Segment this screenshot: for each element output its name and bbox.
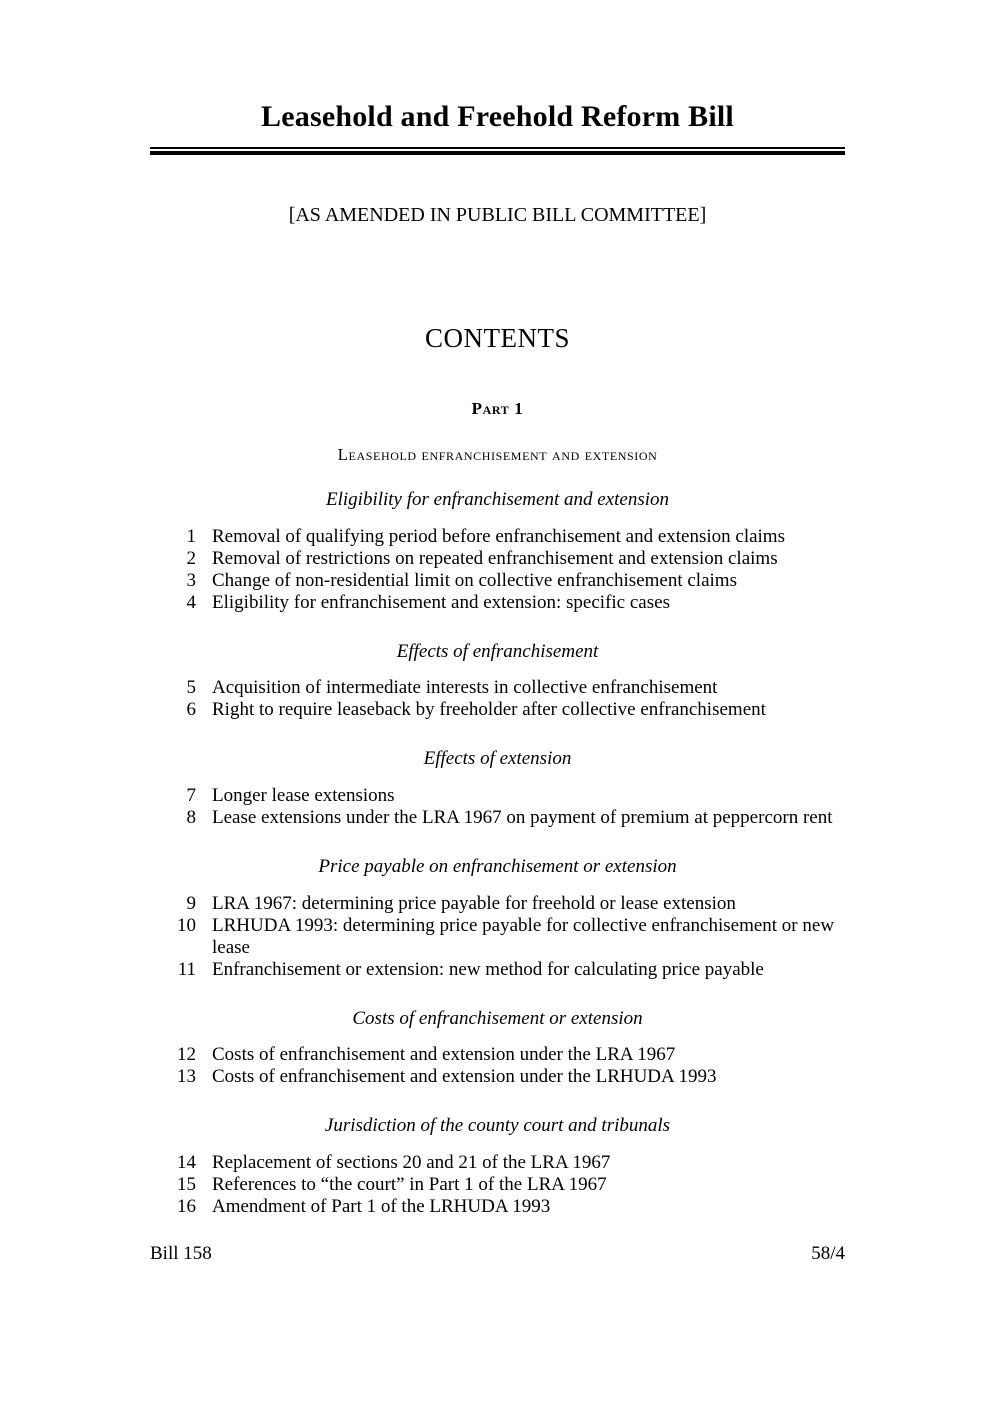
- toc-entry-text: Enfranchisement or extension: new method for calculating price payable: [212, 958, 764, 980]
- part-title: Leasehold enfranchisement and extension: [337, 445, 658, 465]
- toc-entry-text: Removal of qualifying period before enfranchisement and extension claims: [212, 525, 785, 547]
- toc-entry-text: Acquisition of intermediate interests in collective enfranchisement: [212, 677, 718, 699]
- toc-entry-text: LRA 1967: determining price payable for freehold or lease extension: [212, 892, 736, 914]
- toc-entry-number: 8: [186, 807, 196, 829]
- toc-entry-number: 12: [177, 1044, 196, 1066]
- toc-entry-text: Right to require leaseback by freeholder after collective enfranchisement: [212, 699, 766, 721]
- toc-group-heading: Effects of extension: [423, 748, 572, 770]
- toc-group-heading: Costs of enfranchisement or extension: [352, 1007, 643, 1029]
- page-title: Leasehold and Freehold Reform Bill: [261, 100, 734, 133]
- toc-group-heading: Jurisdiction of the county court and tribunals: [324, 1115, 671, 1137]
- toc-entry[interactable]: [150, 592, 845, 614]
- toc-entry[interactable]: [150, 959, 845, 981]
- toc-entry-number: 1: [186, 525, 196, 547]
- toc-entry-text: Removal of restrictions on repeated enfranchisement and extension claims: [212, 547, 778, 569]
- toc-entry-number: 7: [186, 785, 196, 807]
- toc-entry-number: 15: [177, 1174, 196, 1196]
- toc-entry[interactable]: [150, 1174, 845, 1196]
- part-number: Part 1: [471, 399, 524, 418]
- contents-heading: CONTENTS: [425, 323, 570, 353]
- part-heading-block: [150, 398, 845, 466]
- toc-entry[interactable]: [150, 1196, 845, 1218]
- toc-entry[interactable]: [150, 699, 845, 721]
- toc-entry-number: 3: [186, 569, 196, 591]
- amendment-note: [AS AMENDED IN PUBLIC BILL COMMITTEE]: [288, 204, 707, 226]
- toc-group-heading: Effects of enfranchisement: [396, 640, 599, 662]
- toc-entry-text: Change of non-residential limit on collective enfranchisement claims: [212, 569, 737, 591]
- toc-entry-number: 5: [186, 677, 196, 699]
- toc-entry[interactable]: [150, 677, 845, 699]
- toc-entry-text: Costs of enfranchisement and extension under the LRA 1967: [212, 1044, 676, 1066]
- toc-entry-text: Costs of enfranchisement and extension under the LRHUDA 1993: [212, 1066, 717, 1088]
- toc-group: [150, 747, 845, 829]
- bill-number: Bill 158: [150, 1243, 212, 1264]
- toc-entry[interactable]: [150, 807, 845, 829]
- toc-group: [150, 1114, 845, 1218]
- toc-entry[interactable]: [150, 526, 845, 548]
- toc-entry-number: 4: [186, 591, 196, 613]
- toc-entry-text: LRHUDA 1993: determining price payable for collective enfranchisement or new lease: [212, 914, 835, 958]
- title-block: [150, 100, 845, 155]
- toc-entry-text: Lease extensions under the LRA 1967 on payment of premium at peppercorn rent: [212, 807, 833, 829]
- toc-group-heading: Eligibility for enfranchisement and extension: [326, 489, 669, 510]
- toc-entry-number: 16: [177, 1196, 196, 1218]
- toc-entry[interactable]: [150, 785, 845, 807]
- page-footer: [150, 1243, 845, 1266]
- toc-entry[interactable]: [150, 548, 845, 570]
- toc-group: [150, 488, 845, 614]
- toc-group-heading: Price payable on enfranchisement or extension: [318, 856, 677, 878]
- title-rule-thick: [150, 151, 845, 155]
- toc-entry[interactable]: [150, 893, 845, 915]
- toc-entry[interactable]: [150, 915, 845, 959]
- table-of-contents: [150, 488, 845, 1218]
- toc-entry-text: Eligibility for enfranchisement and extension: specific cases: [212, 591, 670, 613]
- toc-entry[interactable]: [150, 1044, 845, 1066]
- toc-group: [150, 640, 845, 722]
- toc-entry-number: 2: [186, 547, 196, 569]
- toc-entry-number: 11: [177, 958, 196, 980]
- toc-group: [150, 855, 845, 981]
- toc-entry[interactable]: [150, 1066, 845, 1088]
- toc-entry-number: 13: [177, 1066, 196, 1088]
- toc-entry-text: Amendment of Part 1 of the LRHUDA 1993: [212, 1196, 551, 1218]
- page-reference: 58/4: [811, 1243, 845, 1264]
- toc-entry-number: 6: [186, 699, 196, 721]
- toc-entry-text: Longer lease extensions: [212, 785, 395, 807]
- toc-entry[interactable]: [150, 1152, 845, 1174]
- toc-entry[interactable]: [150, 570, 845, 592]
- toc-entry-number: 14: [177, 1152, 196, 1174]
- toc-group: [150, 1007, 845, 1089]
- toc-entry-text: References to “the court” in Part 1 of the LRA 1967: [212, 1174, 607, 1196]
- toc-entry-text: Replacement of sections 20 and 21 of the LRA 1967: [212, 1152, 611, 1174]
- toc-entry-number: 10: [177, 914, 196, 936]
- toc-entry-number: 9: [186, 892, 196, 914]
